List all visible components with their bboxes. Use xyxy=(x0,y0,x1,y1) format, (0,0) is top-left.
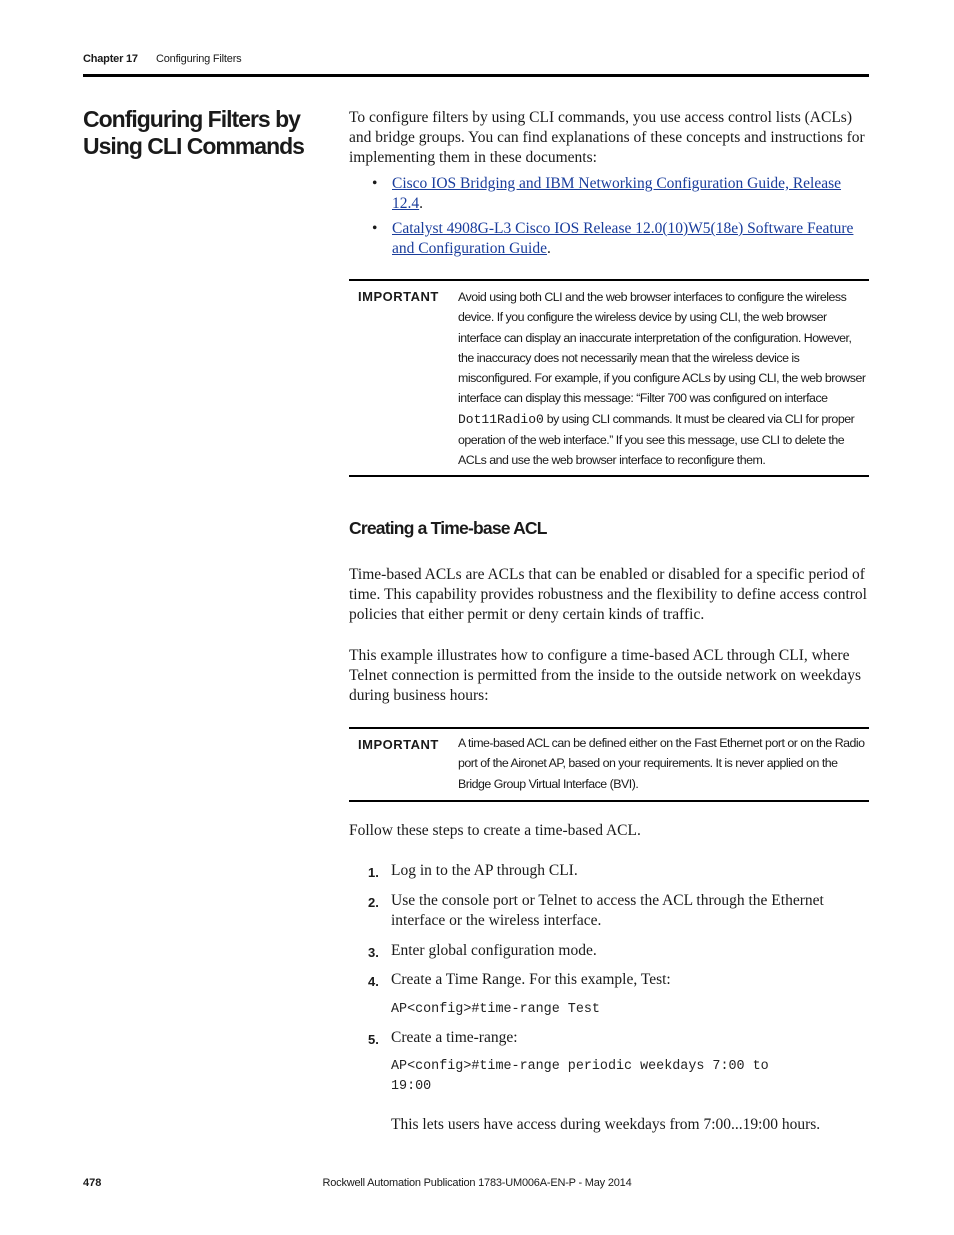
chapter-label: Chapter 17 xyxy=(83,53,138,65)
important-label: IMPORTANT xyxy=(358,737,439,752)
chapter-section-label: Configuring Filters xyxy=(156,53,242,65)
important-text xyxy=(458,287,870,471)
important-text-before: Avoid using both CLI and the web browser interfaces to configure the wireless device. If you configure the wireless device by using CLI, the web browser interface can display an inaccurate interpretation of the configuration. However, the inaccuracy does not necessarily mean that the wireless device is misconfigured. For example, if you configure ACLs by using CLI, the web browser interface can display this message: “Filter 700 was configured on interface xyxy=(458,290,866,406)
step-text: Use the console port or Telnet to access the ACL through the Ethernet interface or the wireless interface. xyxy=(391,892,824,929)
step-text: Create a time-range: xyxy=(391,1029,518,1046)
subsection-title: Creating a Time-base ACL xyxy=(349,518,547,538)
code-sample xyxy=(391,1057,861,1096)
bullet-marker: • xyxy=(372,220,378,237)
list-item xyxy=(372,174,868,214)
important-text-after: by using CLI commands. It must be cleared via CLI for proper operation of the web interface.” If you see this message, use CLI to delete the ACLs and use the web browser interface to reconfigure them. xyxy=(458,411,855,468)
page-header xyxy=(83,53,869,77)
step-number: 1. xyxy=(368,865,379,880)
publication-info: Rockwell Automation Publication 1783-UM006A-EN-P - May 2014 xyxy=(322,1177,632,1189)
code-sample: AP<config>#time-range Test xyxy=(391,1002,600,1017)
bullet-marker: • xyxy=(372,175,378,192)
link-suffix: . xyxy=(546,240,551,257)
important-label: IMPORTANT xyxy=(358,289,439,304)
bridging-guide-link[interactable]: Cisco IOS Bridging and IBM Networking Configuration Guide, Release 12.4 xyxy=(392,175,842,212)
section-title: Configuring Filters by Using CLI Commands xyxy=(83,106,304,159)
step-text: Create a Time Range. For this example, Test: xyxy=(391,971,671,988)
interface-code: Dot11Radio0 xyxy=(458,411,544,427)
important-callout xyxy=(349,279,869,477)
paragraph: Time-based ACLs are ACLs that can be enabled or disabled for a specific period of time. This capability provides robustness and the flexibility to define access control policies that either permit or deny certain kinds of traffic. xyxy=(349,566,867,623)
step-number: 3. xyxy=(368,945,379,960)
intro-paragraph: To configure filters by using CLI commands, you use access control lists (ACLs) and bridge groups. You can find explanations of these concepts and instructions for implementing them in these documents: xyxy=(349,109,865,166)
step-number: 5. xyxy=(368,1032,379,1047)
important-callout xyxy=(349,727,869,802)
list-item xyxy=(372,219,868,259)
step-number: 4. xyxy=(368,974,379,989)
page-number: 478 xyxy=(83,1177,102,1189)
code-line: AP<config>#time-range periodic weekdays 7:00 to xyxy=(391,1059,769,1074)
catalyst-guide-link[interactable]: Catalyst 4908G-L3 Cisco IOS Release 12.0(10)W5(18e) Software Feature and Configuration Guide xyxy=(392,220,854,257)
step-text: Log in to the AP through CLI. xyxy=(391,862,578,879)
important-text: A time-based ACL can be defined either on the Fast Ethernet port or on the Radio port of the Aironet AP, based on your requirements. It is never applied on the Bridge Group Virtual Interface (BVI). xyxy=(458,736,865,791)
paragraph: This example illustrates how to configure a time-based ACL through CLI, where Telnet connection is permitted from the inside to the outside network on weekdays during business hours: xyxy=(349,647,862,704)
code-line: 19:00 xyxy=(391,1078,432,1094)
closing-paragraph: This lets users have access during weekdays from 7:00...19:00 hours. xyxy=(391,1116,821,1133)
steps-intro: Follow these steps to create a time-based ACL. xyxy=(349,822,641,839)
step-number: 2. xyxy=(368,895,379,910)
step-text: Enter global configuration mode. xyxy=(391,942,597,959)
link-suffix: . xyxy=(419,195,423,212)
